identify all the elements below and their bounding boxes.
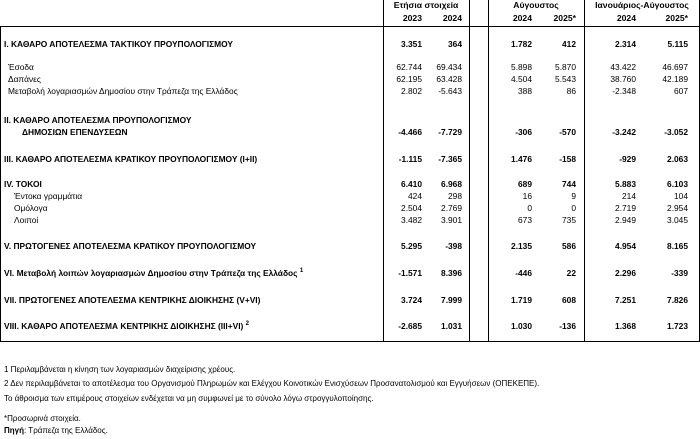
- cell-august-2025: -570: [559, 127, 576, 137]
- footnote-source: [4, 425, 108, 436]
- cell-annual-2024: 364: [448, 39, 462, 49]
- cell-janaug-2025: -339: [671, 268, 688, 278]
- cell-august-2024: 2.135: [511, 241, 532, 251]
- cell-annual-2024: 7.999: [441, 295, 462, 305]
- cell-janaug-2024: 5.883: [615, 179, 636, 189]
- cell-annual-2023: -1.115: [398, 154, 422, 164]
- cell-annual-2023: 5.295: [401, 241, 422, 251]
- cell-august-2025: 5.543: [555, 74, 576, 84]
- cell-annual-2023: 2.504: [401, 203, 422, 213]
- table-row-tbills: [0, 190, 700, 202]
- cell-august-2024: 16: [522, 191, 532, 201]
- cell-annual-2024: 2.769: [441, 203, 462, 213]
- cell-janaug-2025: 8.165: [667, 241, 688, 251]
- cell-annual-2024: -5.643: [438, 86, 462, 96]
- row-label: Έσοδα: [8, 62, 34, 72]
- cell-janaug-2025: 607: [674, 86, 688, 96]
- cell-august-2025: 0: [571, 203, 576, 213]
- cell-annual-2023: 6.410: [401, 179, 422, 189]
- footnote-2: 2 Δεν περιλαμβάνεται το αποτέλεσμα του Οργανισμού Πληρωμών και Ελέγχου Κοινοτικών Ενισχύσεων Προσανατολισμού και Εγγυήσεων (ΟΠΕΚΕΠΕ).: [4, 379, 540, 388]
- cell-august-2024: 1.719: [511, 295, 532, 305]
- cell-annual-2024: -398: [445, 241, 462, 251]
- cell-august-2025: 5.870: [555, 62, 576, 72]
- table-row-ii: [0, 126, 700, 138]
- table-row-bonds: [0, 202, 700, 214]
- table-row-v: [0, 240, 700, 252]
- table-bottom-border: [0, 341, 700, 342]
- cell-annual-2024: -7.365: [438, 154, 462, 164]
- table-row-account-change: [0, 85, 700, 97]
- cell-annual-2023: 2.802: [401, 86, 422, 96]
- header-year-annual-2023: 2023: [402, 13, 422, 23]
- table-row-other: [0, 214, 700, 226]
- cell-august-2025: 735: [562, 215, 576, 225]
- cell-janaug-2025: 104: [674, 191, 688, 201]
- cell-janaug-2025: 2.063: [667, 154, 688, 164]
- cell-august-2024: 4.504: [511, 74, 532, 84]
- row-label: [4, 320, 249, 332]
- header-year-august-2025: 2025*: [553, 13, 576, 23]
- cell-annual-2024: -7.729: [438, 127, 462, 137]
- row-label: Έντοκα γραμμάτια: [14, 191, 83, 201]
- cell-janaug-2024: 1.368: [615, 321, 636, 331]
- footnote-provisional: *Προσωρινά στοιχεία.: [4, 414, 81, 423]
- cell-august-2025: 412: [562, 39, 576, 49]
- row-label: IV. ΤΟΚΟΙ: [4, 179, 42, 189]
- cell-janaug-2025: 46.697: [662, 62, 688, 72]
- row-label: I. ΚΑΘΑΡΟ ΑΠΟΤΕΛΕΣΜΑ ΤΑΚΤΙΚΟΥ ΠΡΟΥΠΟΛΟΓΙΣΜΟΥ: [4, 39, 233, 49]
- cell-august-2024: 1.782: [511, 39, 532, 49]
- cell-annual-2023: 62.195: [396, 74, 422, 84]
- cell-august-2024: -446: [515, 268, 532, 278]
- header-year-august-2024: 2024: [512, 13, 532, 23]
- cell-august-2025: -136: [559, 321, 576, 331]
- row-label: VII. ΠΡΩΤΟΓΕΝΕΣ ΑΠΟΤΕΛΕΣΜΑ ΚΕΝΤΡΙΚΗΣ ΔΙΟΙΚΗΣΗΣ (V+VI): [4, 295, 261, 305]
- cell-annual-2023: 3.351: [401, 39, 422, 49]
- cell-annual-2023: 3.724: [401, 295, 422, 305]
- header-year-janaug-2025: 2025*: [665, 13, 688, 23]
- row-label: Μεταβολή λογαριασμών Δημοσίου στην Τράπεζα της Ελλάδος: [8, 86, 238, 96]
- source-text: : Τράπεζα της Ελλάδος.: [24, 426, 108, 435]
- table-row-vii: [0, 294, 700, 306]
- cell-august-2024: 388: [518, 86, 532, 96]
- table-row-revenue: [0, 61, 700, 73]
- cell-annual-2024: 63.428: [436, 74, 462, 84]
- row-label: V. ΠΡΩΤΟΓΕΝΕΣ ΑΠΟΤΕΛΕΣΜΑ ΚΡΑΤΙΚΟΥ ΠΡΟΥΠΟΛΟΓΙΣΜΟΥ: [4, 241, 257, 251]
- cell-janaug-2024: 2.296: [615, 268, 636, 278]
- table-row-ii-line1: [0, 114, 700, 126]
- cell-annual-2024: 8.396: [441, 268, 462, 278]
- cell-august-2025: 22: [566, 268, 576, 278]
- cell-august-2024: 5.898: [511, 62, 532, 72]
- table-row-i: [0, 38, 700, 50]
- row-label: Λοιποί: [14, 215, 39, 225]
- cell-janaug-2025: 2.954: [667, 203, 688, 213]
- cell-janaug-2024: 43.422: [610, 62, 636, 72]
- cell-janaug-2024: -929: [619, 154, 636, 164]
- cell-august-2024: -306: [515, 127, 532, 137]
- col-divider-1: [383, 0, 384, 342]
- cell-august-2025: 608: [562, 295, 576, 305]
- cell-august-2024: 1.030: [511, 321, 532, 331]
- table-row-viii: [0, 320, 700, 332]
- table-row-iii: [0, 153, 700, 165]
- cell-august-2024: 0: [527, 203, 532, 213]
- cell-annual-2024: 6.968: [441, 179, 462, 189]
- header-group-august: Αύγουστος: [513, 0, 559, 10]
- row-label-text: VI. Μεταβολή λοιπών λογαριασμών Δημοσίου στην Τράπεζα της Ελλάδος: [4, 268, 298, 278]
- cell-annual-2023: -2.685: [398, 321, 422, 331]
- cell-janaug-2024: -3.242: [612, 127, 636, 137]
- row-label-text: VIII. ΚΑΘΑΡΟ ΑΠΟΤΕΛΕΣΜΑ ΚΕΝΤΡΙΚΗΣ ΔΙΟΙΚΗΣΗΣ (III+VI): [4, 321, 244, 331]
- footnote-ref-2: 2: [245, 321, 249, 327]
- row-label: Δαπάνες: [8, 74, 41, 84]
- cell-august-2025: 9: [571, 191, 576, 201]
- cell-janaug-2025: 5.115: [667, 39, 688, 49]
- header-year-janaug-2024: 2024: [616, 13, 636, 23]
- cell-janaug-2024: 214: [622, 191, 636, 201]
- cell-janaug-2024: 2.949: [615, 215, 636, 225]
- cell-august-2024: 673: [518, 215, 532, 225]
- cell-annual-2024: 298: [448, 191, 462, 201]
- cell-annual-2024: 3.901: [441, 215, 462, 225]
- col-divider-2: [469, 0, 470, 342]
- table-row-vi: [0, 267, 700, 279]
- row-label-line2: ΔΗΜΟΣΙΩΝ ΕΠΕΝΔΥΣΕΩΝ: [22, 127, 128, 137]
- cell-janaug-2024: 2.719: [615, 203, 636, 213]
- cell-annual-2023: -4.466: [398, 127, 422, 137]
- header-group-annual: Ετήσια στοιχεία: [393, 0, 459, 10]
- cell-august-2024: 689: [518, 179, 532, 189]
- table-row-expenditure: [0, 73, 700, 85]
- cell-janaug-2025: 1.723: [667, 321, 688, 331]
- cell-janaug-2024: 7.251: [615, 295, 636, 305]
- cell-august-2025: 86: [566, 86, 576, 96]
- cell-annual-2023: 424: [408, 191, 422, 201]
- cell-annual-2023: 3.482: [401, 215, 422, 225]
- cell-annual-2024: 1.031: [441, 321, 462, 331]
- cell-janaug-2024: -2.348: [612, 86, 636, 96]
- cell-annual-2024: 69.434: [436, 62, 462, 72]
- footnote-ref-1: 1: [299, 268, 304, 274]
- cell-annual-2023: -1.571: [398, 268, 422, 278]
- cell-august-2025: -158: [559, 154, 576, 164]
- cell-august-2024: 1.476: [511, 154, 532, 164]
- table-row-iv: [0, 178, 700, 190]
- cell-janaug-2025: -3.052: [664, 127, 688, 137]
- header-group-jan-aug: Ιανουάριος-Αύγουστος: [595, 0, 689, 10]
- cell-janaug-2025: 3.045: [667, 215, 688, 225]
- row-label: [4, 267, 303, 279]
- table-top-border: [0, 26, 700, 27]
- cell-august-2025: 586: [562, 241, 576, 251]
- cell-janaug-2025: 42.189: [662, 74, 688, 84]
- row-label: II. ΚΑΘΑΡΟ ΑΠΟΤΕΛΕΣΜΑ ΠΡΟΥΠΟΛΟΓΙΣΜΟΥ: [4, 115, 192, 125]
- cell-janaug-2025: 6.103: [667, 179, 688, 189]
- footnote-1: 1 Περιλαμβάνεται η κίνηση των λογαριασμών διαχείρισης χρέους.: [4, 365, 236, 374]
- footnote-rounding: Το άθροισμα των επιμέρους στοιχείων ενδέχεται να μη συμφωνεί με το σύνολο λόγω στρογγυλοποίησης.: [4, 394, 374, 403]
- source-label: Πηγή: [4, 426, 24, 435]
- cell-janaug-2024: 4.954: [615, 241, 636, 251]
- col-divider-3: [488, 0, 489, 342]
- cell-janaug-2024: 2.314: [615, 39, 636, 49]
- cell-janaug-2025: 7.826: [667, 295, 688, 305]
- cell-august-2025: 744: [562, 179, 576, 189]
- cell-annual-2023: 62.744: [396, 62, 422, 72]
- header-year-annual-2024: 2024: [442, 13, 462, 23]
- col-divider-4: [584, 0, 585, 342]
- row-label: III. ΚΑΘΑΡΟ ΑΠΟΤΕΛΕΣΜΑ ΚΡΑΤΙΚΟΥ ΠΡΟΥΠΟΛΟΓΙΣΜΟΥ (I+II): [4, 154, 258, 164]
- cell-janaug-2024: 38.760: [610, 74, 636, 84]
- row-label: Ομόλογα: [14, 203, 48, 213]
